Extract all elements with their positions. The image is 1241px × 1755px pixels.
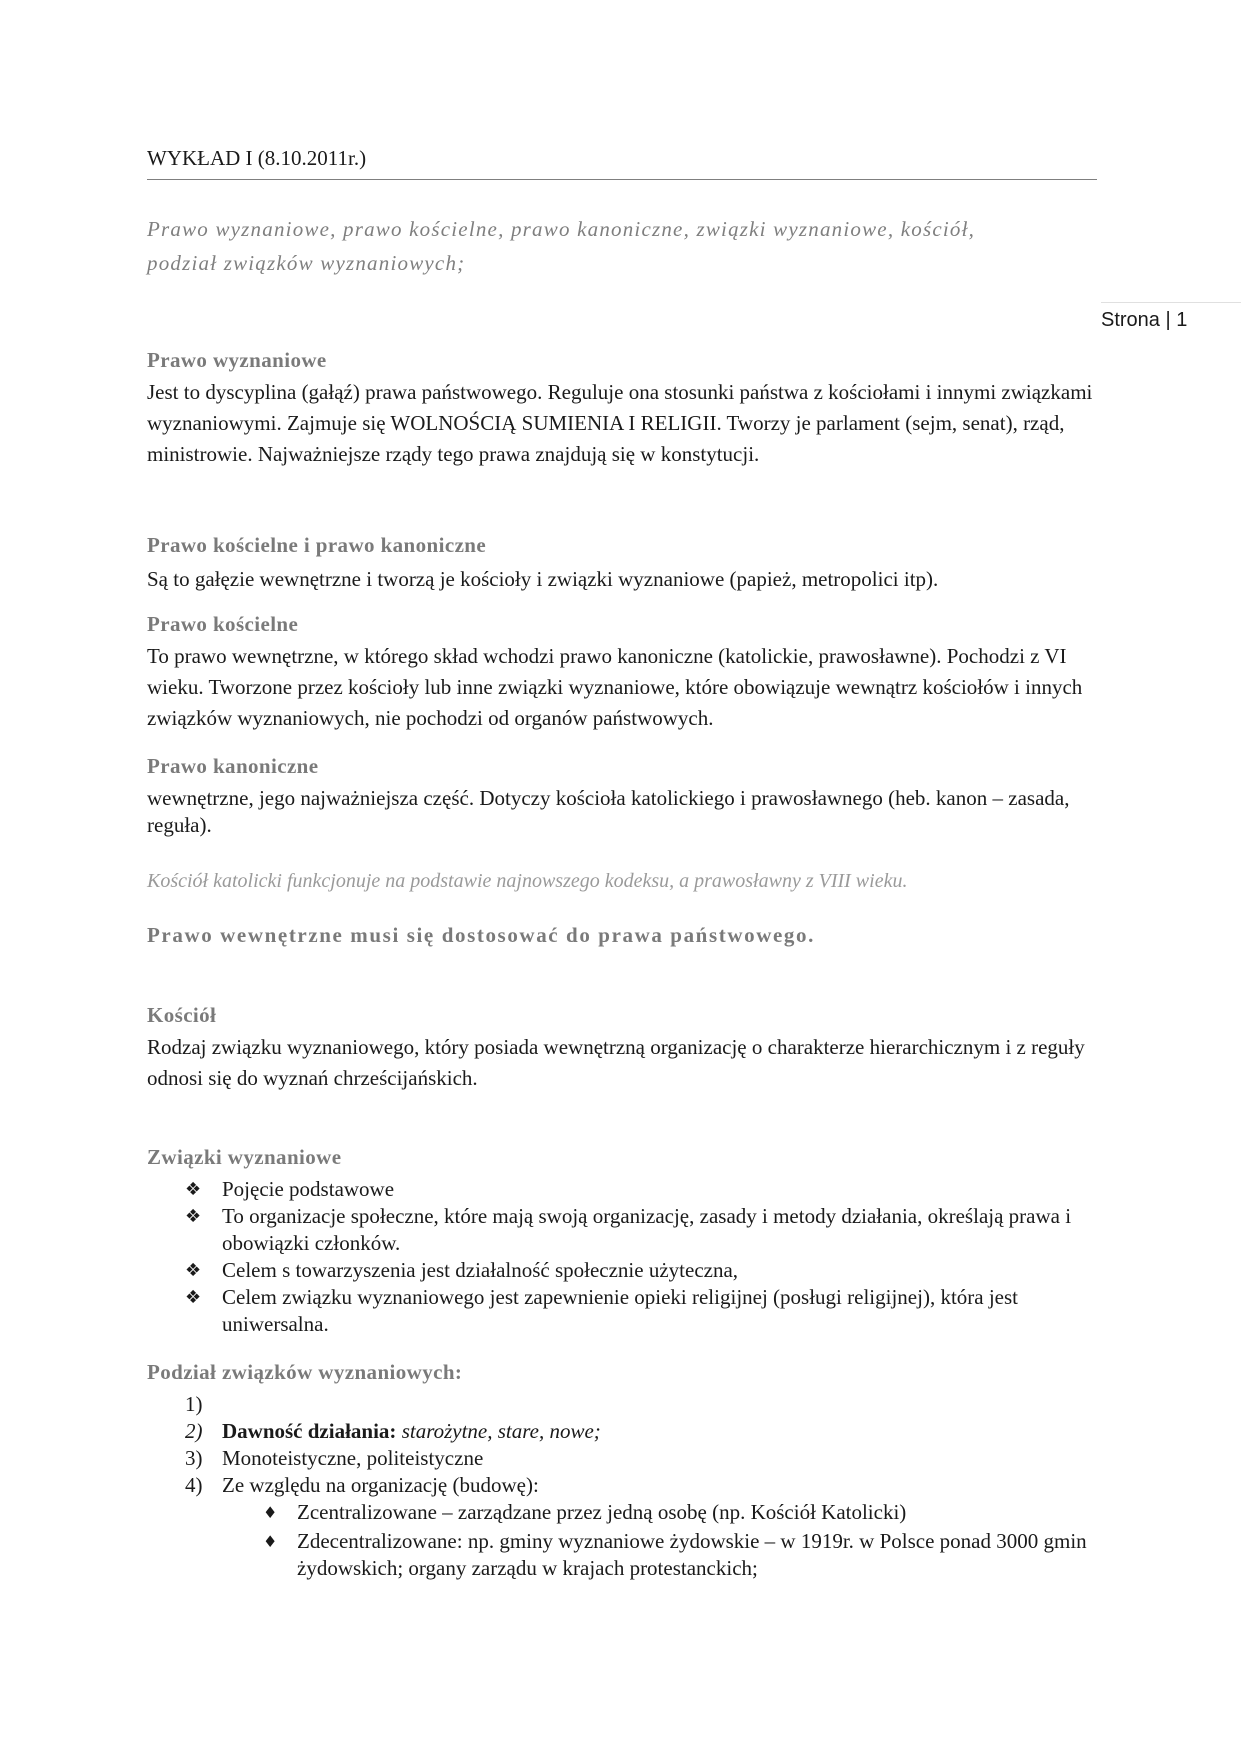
section-heading: Kościół <box>147 1003 217 1027</box>
list-item: 2) Dawność działania: starożytne, stare, nowe; <box>185 1419 601 1443</box>
section-kosciol <box>147 1003 1097 1094</box>
section-prawo-kanoniczne <box>147 754 1097 839</box>
section-koscielne-kanoniczne <box>147 533 1097 595</box>
topic-subtitle: Prawo wyznaniowe, prawo kościelne, prawo kanoniczne, związki wyznaniowe, kościół, podział związków wyznaniowych; <box>147 217 976 275</box>
page-number-value: 1 <box>1176 309 1188 331</box>
section-zwiazki <box>147 1145 1097 1338</box>
small-diamond-icon: ♦ <box>263 1532 278 1551</box>
diamond-bullet-icon: ❖ <box>185 1287 202 1308</box>
list-item: ❖ Pojęcie podstawowe <box>185 1177 395 1201</box>
list-item: ♦ Zcentralizowane – zarządzane przez jedną osobę (np. Kościół Katolicki) <box>263 1500 907 1524</box>
emphasis-statement: Prawo wewnętrzne musi się dostosować do prawa państwowego. <box>147 923 815 947</box>
section-heading: Podział związków wyznaniowych: <box>147 1360 463 1384</box>
list-item: ❖ Celem związku wyznaniowego jest zapewnienie opieki religijnej (posługi religijnej), która jest uniwersalna. <box>185 1285 1019 1336</box>
diamond-bullet-icon: ❖ <box>185 1206 202 1227</box>
section-prawo-koscielne <box>147 612 1097 734</box>
section-heading: Prawo wyznaniowe <box>147 348 327 372</box>
page-label: Strona <box>1101 309 1160 331</box>
list-item: ❖ Celem s towarzyszenia jest działalność społecznie użyteczna, <box>185 1258 739 1282</box>
italic-note: Kościół katolicki funkcjonuje na podstawie najnowszego kodeksu, a prawosławny z VIII wieku. <box>147 870 908 892</box>
section-text: Są to gałęzie wewnętrzne i tworzą je kościoły i związki wyznaniowe (papież, metropolici itp). <box>147 567 939 591</box>
bullet-list <box>147 1176 1097 1338</box>
list-item: 1) <box>185 1392 203 1416</box>
section-text: Rodzaj związku wyznaniowego, który posiada wewnętrzną organizację o charakterze hierarchicznym i z reguły odnosi się do wyznań chrześcijańskich. <box>147 1035 1085 1090</box>
numbered-list <box>147 1391 1097 1499</box>
section-heading: Związki wyznaniowe <box>147 1145 342 1169</box>
page-number <box>1101 302 1241 332</box>
section-heading: Prawo kościelne <box>147 612 299 636</box>
section-prawo-wyznaniowe <box>147 348 1097 470</box>
page-separator: | <box>1165 309 1171 331</box>
diamond-bullet-icon: ❖ <box>185 1179 202 1200</box>
sub-bullet-list <box>147 1499 1097 1582</box>
lecture-title: WYKŁAD I (8.10.2011r.) <box>147 146 367 170</box>
section-text: To prawo wewnętrzne, w którego skład wchodzi prawo kanoniczne (katolickie, prawosławne). Pochodzi z VI wieku. Tworzone przez kościoły lub inne związki wyznaniowe, które obowiązuje wewnątrz kościołów i innych związków wyznaniowych, nie pochodzi od organów państwowych. <box>147 644 1083 730</box>
section-text: Jest to dyscyplina (gałąź) prawa państwowego. Reguluje ona stosunki państwa z kościołami i innymi związkami wyznaniowymi. Zajmuje się WOLNOŚCIĄ SUMIENIA I RELIGII. Tworzy je parlament (sejm, senat), rząd, ministrowie. Najważniejsze rządy tego prawa znajdują się w konstytucji. <box>147 380 1093 466</box>
section-heading: Prawo kanoniczne <box>147 754 319 778</box>
list-item: 3) Monoteistyczne, politeistyczne <box>185 1446 484 1470</box>
section-text: wewnętrzne, jego najważniejsza część. Dotyczy kościoła katolickiego i prawosławnego (heb. kanon – zasada, reguła). <box>147 786 1070 837</box>
section-podzial <box>147 1360 1097 1582</box>
list-item: 4) Ze względu na organizację (budowę): <box>185 1473 539 1497</box>
section-heading: Prawo kościelne i prawo kanoniczne <box>147 533 487 557</box>
diamond-bullet-icon: ❖ <box>185 1260 202 1281</box>
document-header <box>147 146 1097 180</box>
small-diamond-icon: ♦ <box>263 1503 278 1522</box>
list-item: ♦ Zdecentralizowane: np. gminy wyznaniowe żydowskie – w 1919r. w Polsce ponad 3000 gmin żydowskich; organy zarządu w krajach protestanckich; <box>263 1529 1087 1580</box>
list-item: ❖ To organizacje społeczne, które mają swoją organizację, zasady i metody działania, określają prawa i obowiązki członków. <box>185 1204 1072 1255</box>
